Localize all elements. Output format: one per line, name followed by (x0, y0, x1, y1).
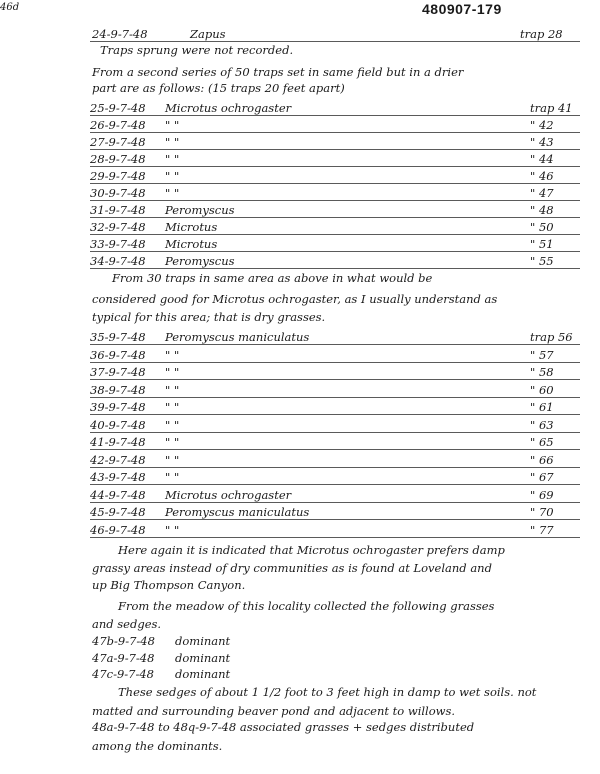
trap-species: " " (165, 400, 180, 414)
sedge-status: dominant (175, 634, 231, 648)
trap-species: " " (165, 152, 180, 166)
ruled-line (90, 432, 580, 433)
paragraph-line: considered good for Microtus ochrogaster, as I usually understand as (92, 292, 498, 306)
paragraph-line: From a second series of 50 traps set in same field but in a drier (92, 65, 464, 79)
ruled-line (90, 519, 580, 520)
trap-date: 31-9-7-48 (90, 203, 146, 217)
trap-date: 29-9-7-48 (90, 169, 146, 183)
trap-date: 33-9-7-48 (90, 237, 146, 251)
trap-species: " " (165, 452, 180, 467)
trap-species: " " (165, 382, 180, 397)
trap-number: trap 56 (530, 330, 573, 344)
trap-number: trap 41 (530, 101, 573, 115)
trap-species: Microtus ochrogaster (165, 487, 292, 502)
trap-number: " 55 (530, 254, 554, 268)
ruled-line (90, 41, 580, 42)
ruled-line (90, 379, 580, 380)
trap-date: 37-9-7-48 (90, 365, 146, 379)
ruled-line (90, 467, 580, 468)
ruled-line (90, 149, 580, 150)
ruled-line (90, 166, 580, 167)
trap-number: " 63 (530, 417, 554, 432)
trap-number: " 58 (530, 365, 554, 379)
trap-date: 41-9-7-48 (90, 435, 146, 449)
paragraph-line: Here again it is indicated that Microtus ochrogaster prefers damp (118, 543, 505, 557)
trap-species: " " (165, 347, 180, 362)
paragraph-line: From 30 traps in same area as above in what would be (112, 271, 433, 285)
ruled-line (90, 344, 580, 345)
trap-date: 44-9-7-48 (90, 487, 146, 502)
ruled-line (90, 537, 580, 538)
trap-number: " 60 (530, 382, 554, 397)
trap-date: 34-9-7-48 (90, 254, 146, 268)
ruled-line (90, 132, 580, 133)
trap-number: " 44 (530, 152, 554, 166)
sedge-date: 47b-9-7-48 (92, 634, 155, 648)
trap-number: " 47 (530, 186, 554, 200)
corner-code: 46d (0, 2, 20, 13)
trap-date: 26-9-7-48 (90, 118, 146, 132)
ruled-line (90, 217, 580, 218)
paragraph-line: typical for this area; that is dry grasses. (92, 310, 326, 324)
sedge-date: 47c-9-7-48 (92, 667, 154, 681)
trap-date: 28-9-7-48 (90, 152, 146, 166)
ruled-line (90, 200, 580, 201)
trap-species: " " (165, 470, 180, 484)
trap-number: " 42 (530, 118, 554, 132)
trap-date: 35-9-7-48 (90, 330, 146, 344)
entry-species: Zapus (190, 27, 226, 41)
trap-date: 36-9-7-48 (90, 347, 146, 362)
ruled-line (90, 414, 580, 415)
trap-species: Peromyscus maniculatus (165, 330, 310, 344)
ruled-line (90, 115, 580, 116)
entry-date: 24-9-7-48 (92, 27, 148, 41)
ruled-line (90, 397, 580, 398)
trap-species: Peromyscus (165, 254, 235, 268)
sedge-date: 47a-9-7-48 (92, 651, 155, 665)
paragraph-line: and sedges. (92, 617, 162, 631)
paragraph-line: 48a-9-7-48 to 48q-9-7-48 associated grasses + sedges distributed (92, 720, 475, 734)
trap-species: " " (165, 365, 180, 379)
trap-number: " 61 (530, 400, 554, 414)
trap-species: " " (165, 435, 180, 449)
trap-species: Peromyscus (165, 203, 235, 217)
note-line: Traps sprung were not recorded. (100, 43, 294, 57)
trap-date: 25-9-7-48 (90, 101, 146, 115)
trap-number: " 50 (530, 220, 554, 234)
trap-number: " 67 (530, 470, 554, 484)
trap-date: 38-9-7-48 (90, 382, 146, 397)
trap-number: " 65 (530, 435, 554, 449)
paragraph-line: among the dominants. (92, 739, 223, 753)
ruled-line (90, 183, 580, 184)
trap-species: " " (165, 169, 180, 183)
trap-date: 45-9-7-48 (90, 505, 146, 519)
ruled-line (90, 234, 580, 235)
trap-number: " 77 (530, 522, 554, 537)
trap-number: " 46 (530, 169, 554, 183)
trap-number: " 69 (530, 487, 554, 502)
sedge-status: dominant (175, 651, 231, 665)
trap-species: Microtus (165, 220, 218, 234)
trap-date: 39-9-7-48 (90, 400, 146, 414)
ruled-line (90, 484, 580, 485)
sedge-status: dominant (175, 667, 231, 681)
trap-species: " " (165, 135, 180, 149)
trap-number: " 57 (530, 347, 554, 362)
trap-number: " 51 (530, 237, 554, 251)
trap-species: Peromyscus maniculatus (165, 505, 310, 519)
ruled-line (90, 502, 580, 503)
trap-number: " 66 (530, 452, 554, 467)
trap-species: " " (165, 118, 180, 132)
trap-number: " 70 (530, 505, 554, 519)
catalog-number: 480907-179 (422, 1, 502, 17)
ruled-line (90, 362, 580, 363)
ruled-line (90, 268, 580, 269)
trap-date: 46-9-7-48 (90, 522, 146, 537)
paragraph-line: part are as follows: (15 traps 20 feet apart) (92, 81, 345, 95)
paragraph-line: up Big Thompson Canyon. (92, 578, 246, 592)
ruled-line (90, 251, 580, 252)
trap-number: " 43 (530, 135, 554, 149)
entry-trap: trap 28 (520, 27, 563, 41)
trap-species: Microtus (165, 237, 218, 251)
trap-date: 40-9-7-48 (90, 417, 146, 432)
trap-species: " " (165, 186, 180, 200)
trap-date: 27-9-7-48 (90, 135, 146, 149)
trap-date: 30-9-7-48 (90, 186, 146, 200)
paragraph-line: grassy areas instead of dry communities as is found at Loveland and (92, 561, 492, 575)
paragraph-line: From the meadow of this locality collected the following grasses (118, 599, 495, 613)
trap-species: " " (165, 417, 180, 432)
trap-date: 43-9-7-48 (90, 470, 146, 484)
trap-species: Microtus ochrogaster (165, 101, 292, 115)
trap-species: " " (165, 522, 180, 537)
paragraph-line: These sedges of about 1 1/2 foot to 3 feet high in damp to wet soils. not (118, 685, 537, 699)
paragraph-line: matted and surrounding beaver pond and adjacent to willows. (92, 704, 456, 718)
trap-date: 42-9-7-48 (90, 452, 146, 467)
ruled-line (90, 449, 580, 450)
trap-date: 32-9-7-48 (90, 220, 146, 234)
trap-number: " 48 (530, 203, 554, 217)
